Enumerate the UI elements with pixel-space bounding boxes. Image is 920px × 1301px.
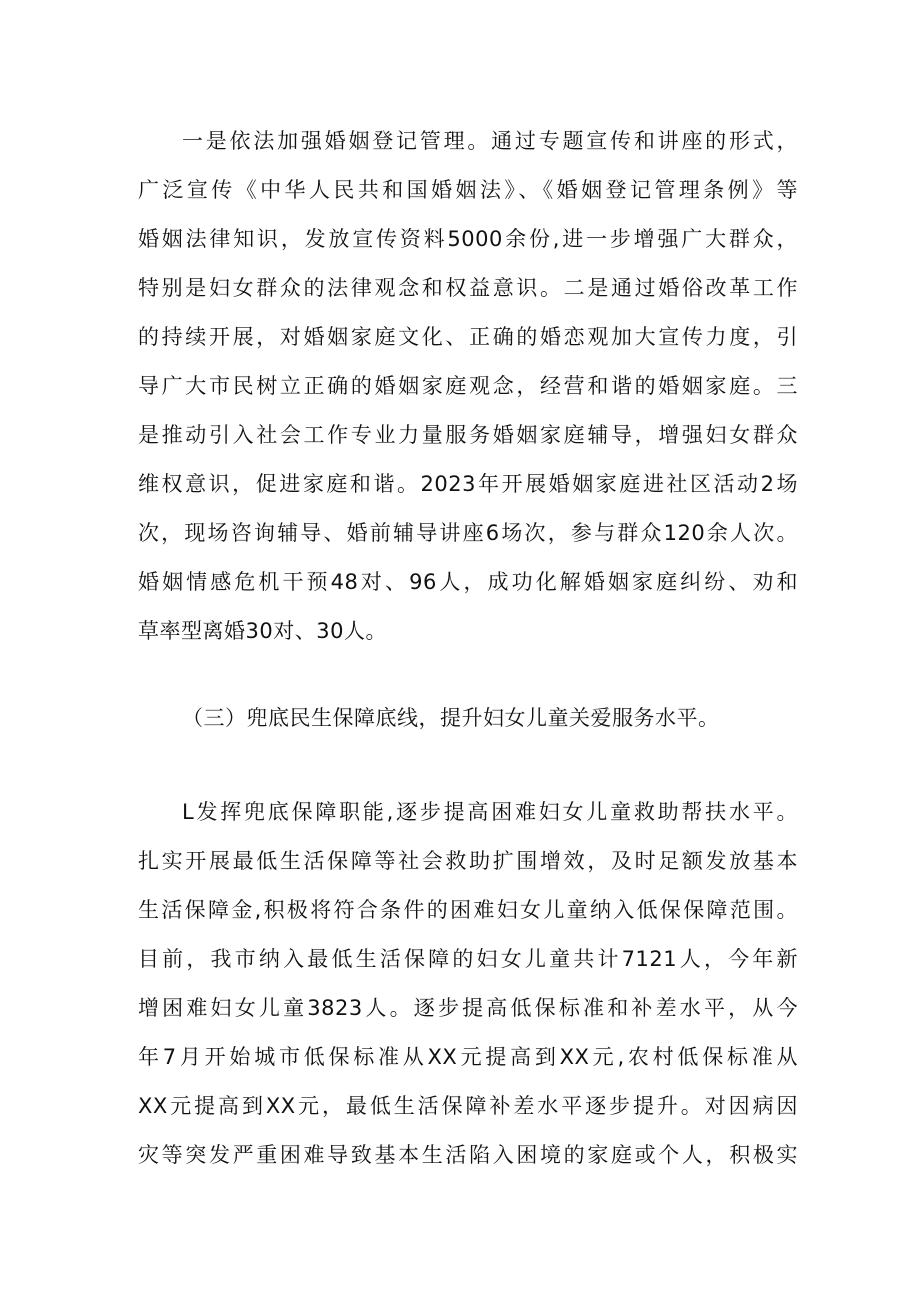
text-line: 生活保障金,积极将符合条件的困难妇女儿童纳入低保保障范围。 <box>138 898 798 922</box>
text-line: 婚姻情感危机干预48对、96人，成功化解婚姻家庭纠纷、劝和 <box>138 570 798 594</box>
text-line: 维权意识，促进家庭和谐。2023年开展婚姻家庭进社区活动2场 <box>138 472 798 496</box>
text-line: 是推动引入社会工作专业力量服务婚姻家庭辅导，增强妇女群众 <box>138 423 798 447</box>
text-line: 目前，我市纳入最低生活保障的妇女儿童共计7121人，今年新 <box>138 947 798 971</box>
text-line: 特别是妇女群众的法律观念和权益意识。二是通过婚俗改革工作 <box>138 276 798 300</box>
text-line: XX元提高到XX元，最低生活保障补差水平逐步提升。对因病因 <box>138 1094 798 1118</box>
text-line: 导广大市民树立正确的婚姻家庭观念，经营和谐的婚姻家庭。三 <box>138 374 798 398</box>
text-line: 年7月开始城市低保标准从XX元提高到XX元,农村低保标准从 <box>138 1045 798 1069</box>
text-line: 的持续开展，对婚姻家庭文化、正确的婚恋观加大宣传力度，引 <box>138 325 798 349</box>
text-line: 次，现场咨询辅导、婚前辅导讲座6场次，参与群众120余人次。 <box>138 521 798 545</box>
section-heading: （三）兜底民生保障底线，提升妇女儿童关爱服务水平。 <box>182 706 720 730</box>
text-line: 一是依法加强婚姻登记管理。通过专题宣传和讲座的形式， <box>182 129 798 153</box>
text-line: 广泛宣传《中华人民共和国婚姻法》、《婚姻登记管理条例》等 <box>138 178 798 202</box>
text-line: L发挥兜底保障职能,逐步提高困难妇女儿童救助帮扶水平。 <box>182 800 798 824</box>
text-line: 扎实开展最低生活保障等社会救助扩围增效，及时足额发放基本 <box>138 849 798 873</box>
text-line: 增困难妇女儿童3823人。逐步提高低保标准和补差水平，从今 <box>138 996 798 1020</box>
text-line: 草率型离婚30对、30人。 <box>138 619 387 643</box>
paragraph-marriage-registration <box>138 117 798 656</box>
text-line: 灾等突发严重困难导致基本生活陷入困境的家庭或个人，积极实 <box>138 1143 798 1167</box>
text-line: 婚姻法律知识，发放宣传资料5000余份,进一步增强广大群众， <box>138 227 798 251</box>
paragraph-basic-security <box>138 788 798 1180</box>
